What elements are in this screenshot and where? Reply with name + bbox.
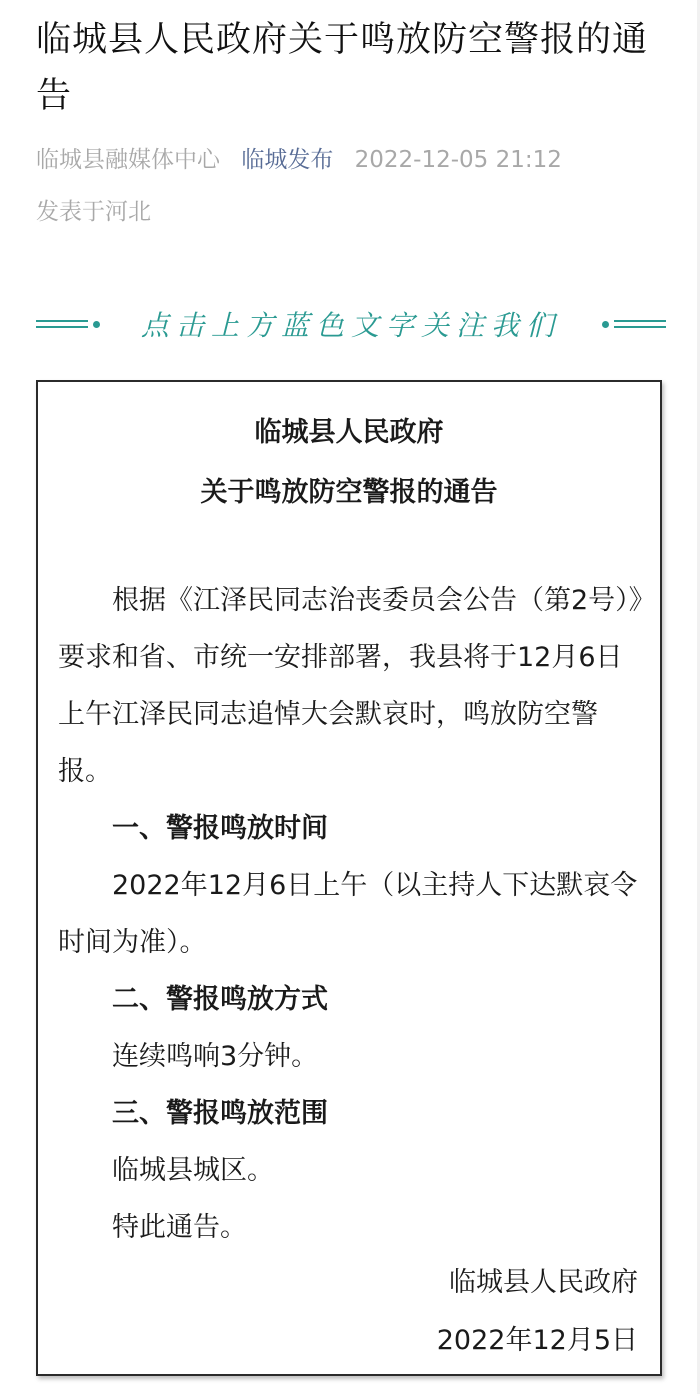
banner-left-ornament (36, 320, 100, 328)
ornament-dot (602, 321, 609, 328)
follow-banner-text: 点击上方蓝色文字关注我们 (140, 309, 561, 342)
ornament-dot (93, 321, 100, 328)
article-title: 临城县人民政府关于鸣放防空警报的通告 (36, 20, 649, 116)
account-link[interactable]: 临城发布 (241, 147, 334, 173)
article-source: 临城县融媒体中心 (36, 147, 220, 173)
notice-body (58, 572, 644, 1256)
notice-sign-date: 2022年12月5日 (436, 1325, 638, 1356)
notice-intro: 根据《江泽民同志治丧委员会公告（第2号）》要求和省、市统一安排部署，我县将于12月6日上午江泽民同志追悼大会默哀时，鸣放防空警报。 (58, 585, 643, 787)
section3-body: 临城县城区。 (112, 1155, 274, 1186)
article-meta (36, 134, 666, 238)
follow-banner (36, 296, 666, 352)
notice-closing: 特此通告。 (112, 1212, 247, 1243)
article-header (36, 12, 666, 238)
section2-body: 连续鸣响3分钟。 (112, 1041, 319, 1072)
notice-title-heading: 关于鸣放防空警报的通告 (200, 477, 498, 508)
publish-time: 2022-12-05 21:12 (354, 147, 562, 173)
notice-image-frame (36, 380, 662, 1376)
notice-signer: 临城县人民政府 (449, 1267, 638, 1298)
banner-right-ornament (602, 320, 666, 328)
section3-title: 三、警报鸣放范围 (112, 1098, 328, 1129)
section1-title: 一、警报鸣放时间 (112, 813, 328, 844)
section2-title: 二、警报鸣放方式 (112, 984, 328, 1015)
notice-issuer-heading: 临城县人民政府 (254, 417, 444, 448)
publish-location: 发表于河北 (36, 199, 151, 225)
section1-body: 2022年12月6日上午（以主持人下达默哀令时间为准）。 (58, 870, 638, 958)
